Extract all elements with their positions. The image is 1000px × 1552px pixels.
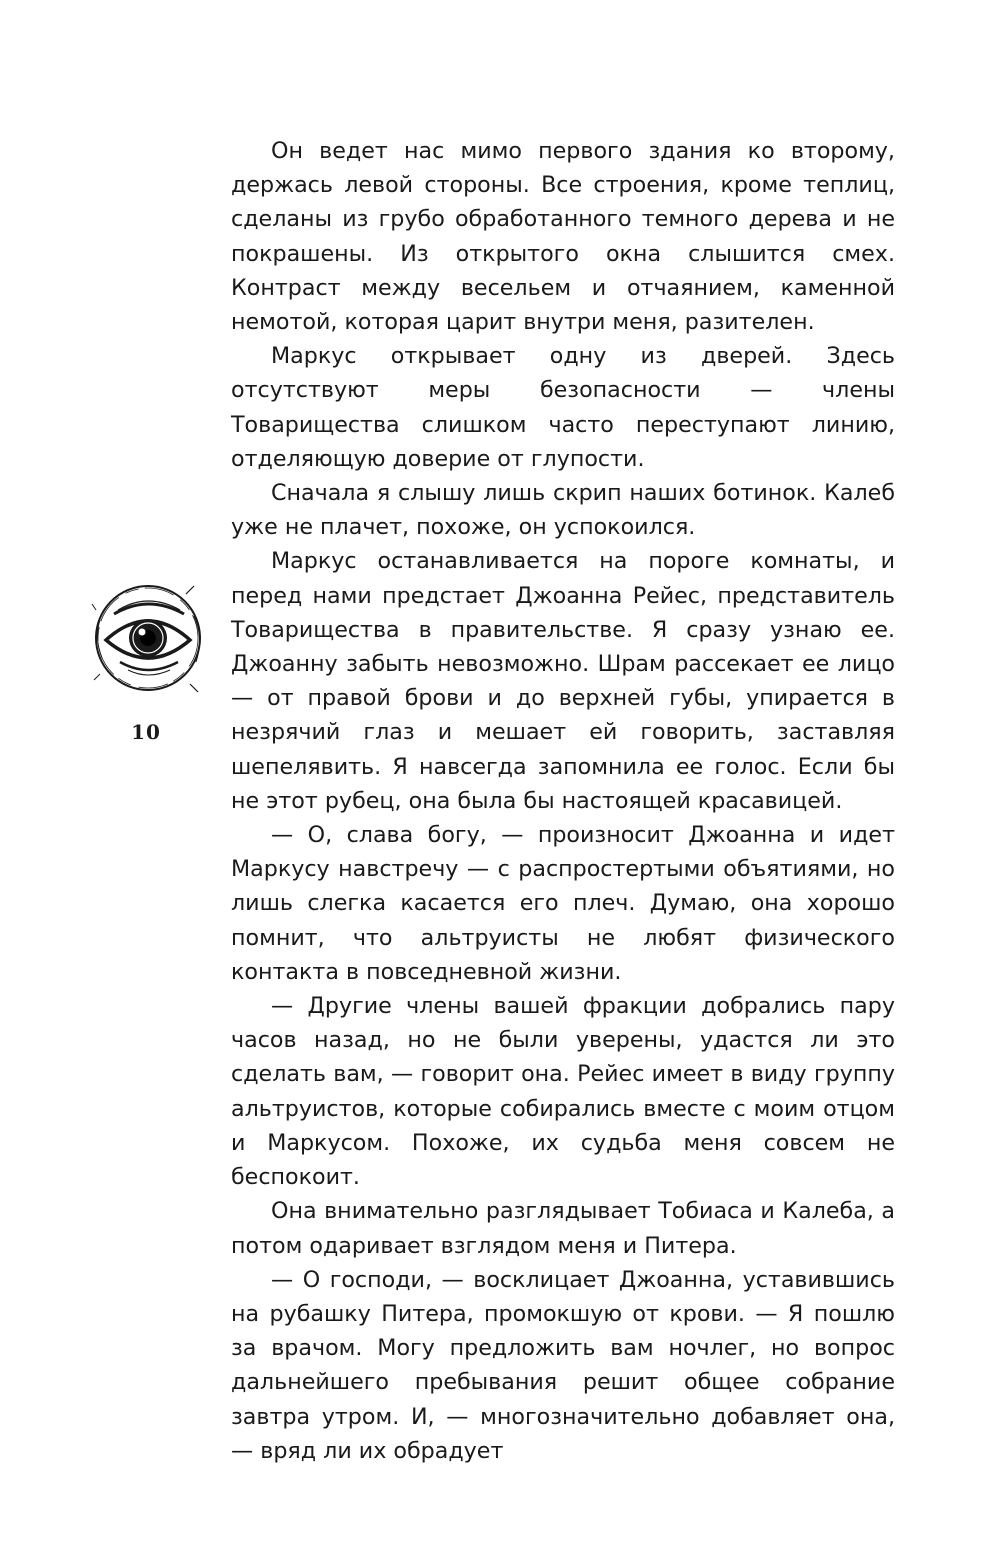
page-number: 10	[131, 720, 161, 744]
paragraph: Он ведет нас мимо первого здания ко второму, держась левой стороны. Все строения, кроме теплиц, сделаны из грубо обработанного темного дерева и не покрашены. Из открытого окна слышится смех. Контраст между весельем и отчаянием, каменной немотой, которая царит внутри меня, разителен.	[231, 138, 895, 336]
paragraph: — О, слава богу, — произносит Джоанна и идет Маркусу навстречу — с распростертыми объятиями, но лишь слегка касается его плеч. Думаю, она хорошо помнит, что альтруисты не любят физического контакта в повседневной жизни.	[231, 822, 895, 985]
paragraph: Маркус останавливается на пороге комнаты, и перед нами предстает Джоанна Рейес, представитель Товарищества в правительстве. Я сразу узнаю ее. Джоанну забыть невозможно. Шрам рассекает ее лицо — от правой брови и до верхней губы, упирается в незрячий глаз и мешает ей говорить, заставляя шепелявить. Я навсегда запомнила ее голос. Если бы не этот рубец, она была бы настоящей красавицей.	[231, 548, 895, 814]
paragraph: — Другие члены вашей фракции добрались пару часов назад, но не были уверены, удастся ли это сделать вам, — говорит она. Рейес имеет в виду группу альтруистов, которые собирались вместе с моим отцом и Маркусом. Похоже, их судьба меня совсем не беспокоит.	[231, 993, 895, 1191]
paragraph: Сначала я слышу лишь скрип наших ботинок. Калеб уже не плачет, похоже, он успокоился.	[231, 480, 895, 541]
paragraph: Она внимательно разглядывает Тобиаса и Калеба, а потом одаривает взглядом меня и Питера.	[231, 1198, 895, 1259]
paragraph: — О господи, — восклицает Джоанна, уставившись на рубашку Питера, промокшую от крови. — Я пошлю за врачом. Могу предложить вам ночлег, но вопрос дальнейшего пребывания решит общее собрание завтра утром. И, — многозначительно добавляет она, — вряд ли их обрадует	[231, 1266, 895, 1464]
eye-icon	[90, 580, 206, 696]
paragraph: Маркус открывает одну из дверей. Здесь отсутствуют меры безопасности — члены Товарищества слишком часто переступают линию, отделяющую доверие от глупости.	[231, 343, 895, 472]
body-text	[231, 134, 895, 1468]
